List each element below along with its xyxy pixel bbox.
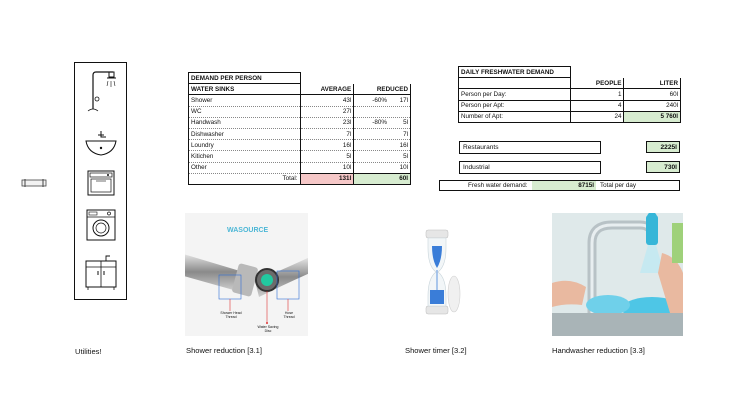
row-reduction-percent: -60% bbox=[372, 96, 387, 104]
row-average: 7l bbox=[300, 128, 354, 139]
fresh-water-unit: Total per day bbox=[600, 182, 637, 189]
shower-reduction-photo bbox=[185, 213, 308, 336]
table-row bbox=[189, 151, 411, 162]
row-label: Shower bbox=[189, 95, 301, 106]
water-saving-disc-label: Water Saving Disc bbox=[257, 325, 279, 333]
sink-icon bbox=[84, 129, 118, 159]
demand-per-person-table bbox=[188, 72, 411, 185]
industrial-box bbox=[459, 161, 601, 174]
total-reduced: 60l bbox=[354, 173, 411, 184]
fresh-water-value: 8715l bbox=[532, 181, 596, 190]
column-header-reduced: REDUCED bbox=[354, 84, 411, 95]
row-liter: 240l bbox=[624, 100, 681, 111]
column-header-category: WATER SINKS bbox=[189, 84, 301, 95]
row-reduced: 5l bbox=[403, 152, 408, 160]
restaurants-box bbox=[459, 141, 601, 154]
column-header-people: PEOPLE bbox=[570, 78, 624, 89]
table-row bbox=[459, 100, 681, 111]
row-reduction-percent: -80% bbox=[372, 119, 387, 127]
row-label: Dishwasher bbox=[189, 128, 301, 139]
table-row bbox=[189, 95, 411, 106]
row-reduced: 7l bbox=[403, 130, 408, 138]
row-people: 1 bbox=[570, 89, 624, 100]
table-row bbox=[459, 111, 681, 122]
row-label: Loundry bbox=[189, 140, 301, 151]
utilities-caption: Utilities! bbox=[75, 347, 102, 356]
table-row bbox=[189, 140, 411, 151]
table-row bbox=[189, 128, 411, 139]
row-average: 10l bbox=[300, 162, 354, 173]
restaurants-value: 2225l bbox=[646, 141, 680, 153]
row-people: 24 bbox=[570, 111, 624, 122]
row-reduced: 10l bbox=[399, 164, 408, 172]
row-label: WC bbox=[189, 106, 301, 117]
table-row bbox=[189, 106, 411, 117]
dishwasher-icon bbox=[86, 169, 116, 197]
fresh-water-demand-row bbox=[439, 180, 680, 191]
shower-reduction-caption: Shower reduction [3.1] bbox=[186, 346, 262, 355]
row-liter: 5 760l bbox=[624, 111, 681, 122]
washing-machine-icon bbox=[85, 208, 117, 242]
hose-thread-label: Hose Thread bbox=[283, 311, 295, 319]
handwasher-reduction-photo bbox=[552, 213, 683, 336]
handwasher-reduction-caption: Handwasher reduction [3.3] bbox=[552, 346, 645, 355]
table-row bbox=[189, 117, 411, 128]
total-average: 131l bbox=[300, 173, 354, 184]
kitchen-cabinet-icon bbox=[84, 253, 118, 293]
table-title: DAILY FRESHWATER DEMAND bbox=[459, 67, 571, 78]
row-average: 27l bbox=[300, 106, 354, 117]
row-average: 5l bbox=[300, 151, 354, 162]
row-reduced: 5l bbox=[403, 119, 408, 127]
row-reduced-cell bbox=[354, 106, 411, 117]
row-label: Handwash bbox=[189, 117, 301, 128]
row-reduced-cell bbox=[354, 128, 411, 139]
utilities-icon-panel bbox=[74, 62, 127, 300]
row-average: 23l bbox=[300, 117, 354, 128]
row-reduced: 16l bbox=[399, 141, 408, 149]
row-people: 4 bbox=[570, 100, 624, 111]
row-reduced-cell bbox=[354, 140, 411, 151]
column-header-liter: LITER bbox=[624, 78, 681, 89]
row-reduced: 17l bbox=[399, 96, 408, 104]
industrial-value: 730l bbox=[646, 161, 680, 173]
column-header-average: AVERAGE bbox=[300, 84, 354, 95]
table-title: DEMAND PER PERSON bbox=[189, 73, 301, 84]
industrial-label: Industrial bbox=[463, 164, 490, 171]
shower-icon bbox=[83, 69, 119, 113]
shower-timer-photo bbox=[418, 226, 462, 322]
daily-freshwater-table bbox=[458, 66, 681, 123]
row-reduced-cell bbox=[354, 117, 411, 128]
row-label: Person per Day: bbox=[459, 89, 571, 100]
total-label: Total: bbox=[189, 173, 301, 184]
pipe-icon bbox=[21, 178, 47, 188]
row-label: Other bbox=[189, 162, 301, 173]
shower-head-thread-label: Shower Head Thread bbox=[220, 311, 242, 319]
brand-watermark: WASOURCE bbox=[227, 227, 269, 234]
row-reduced-cell bbox=[354, 162, 411, 173]
restaurants-label: Restaurants bbox=[463, 144, 499, 151]
table-row bbox=[459, 89, 681, 100]
row-label: Kitichen bbox=[189, 151, 301, 162]
shower-timer-caption: Shower timer [3.2] bbox=[405, 346, 467, 355]
row-liter: 60l bbox=[624, 89, 681, 100]
row-reduced-cell bbox=[354, 95, 411, 106]
table-row bbox=[189, 162, 411, 173]
fresh-water-label: Fresh water demand: bbox=[468, 182, 528, 189]
row-label: Number of Apt: bbox=[459, 111, 571, 122]
row-reduced-cell bbox=[354, 151, 411, 162]
row-average: 16l bbox=[300, 140, 354, 151]
row-label: Person per Apt: bbox=[459, 100, 571, 111]
row-average: 43l bbox=[300, 95, 354, 106]
